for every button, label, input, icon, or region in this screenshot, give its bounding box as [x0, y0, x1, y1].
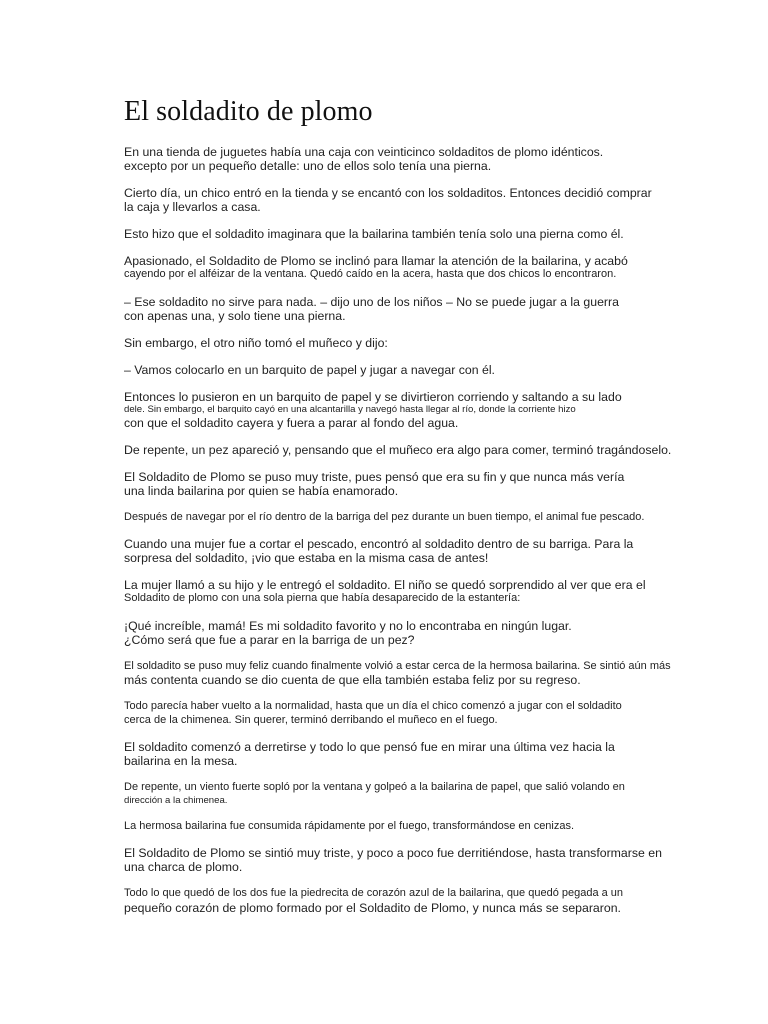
- paragraph: [124, 740, 724, 768]
- paragraph: [124, 254, 724, 282]
- paragraph-line: Apasionado, el Soldadito de Plomo se inclinó para llamar la atención de la bailarina, y acabó: [124, 254, 628, 268]
- paragraph-line: más contenta cuando se dio cuenta de que ella también estaba feliz por su regreso.: [124, 673, 581, 687]
- paragraph: [124, 390, 724, 430]
- paragraph-line: El Soldadito de Plomo se puso muy triste, pues pensó que era su fin y que nunca más vería: [124, 469, 625, 484]
- paragraph-line: Después de navegar por el río dentro de la barriga del pez durante un buen tiempo, el animal fue pescado.: [124, 510, 645, 523]
- paragraph-line: Soldadito de plomo con una sola pierna que había desaparecido de la estantería:: [124, 592, 521, 604]
- paragraph: [124, 227, 724, 241]
- paragraph: [124, 295, 724, 323]
- paragraph-line: De repente, un pez apareció y, pensando que el muñeco era algo para comer, terminó tragándoselo.: [124, 442, 672, 457]
- paragraph: [124, 887, 724, 915]
- paragraph-line: una linda bailarina por quien se había enamorado.: [124, 483, 399, 498]
- paragraph: [124, 537, 724, 565]
- paragraph-line: – Vamos colocarlo en un barquito de papel y jugar a navegar con él.: [124, 362, 495, 377]
- paragraph: [124, 700, 724, 727]
- paragraph-line: sorpresa del soldadito, ¡vio que estaba en la misma casa de antes!: [124, 551, 489, 565]
- paragraph: [124, 470, 724, 498]
- paragraph-line: excepto por un pequeño detalle: uno de ellos solo tenía una pierna.: [124, 159, 492, 173]
- paragraph: [124, 443, 724, 457]
- paragraph-line: El Soldadito de Plomo se sintió muy triste, y poco a poco fue derritiéndose, hasta transformarse en: [124, 846, 662, 860]
- paragraph-line: cerca de la chimenea. Sin querer, terminó derribando el muñeco en el fuego.: [124, 713, 498, 726]
- paragraph-line: De repente, un viento fuerte sopló por la ventana y golpeó a la bailarina de papel, que salió volando en: [124, 781, 625, 793]
- paragraph: [124, 820, 724, 834]
- paragraph-line: Cuando una mujer fue a cortar el pescado, encontró al soldadito dentro de su barriga. Para la: [124, 537, 634, 551]
- paragraph-line: cayendo por el alféizar de la ventana. Quedó caído en la acera, hasta que dos chicos lo encontraron.: [124, 268, 617, 280]
- paragraph: [124, 578, 724, 606]
- paragraph: [124, 336, 724, 350]
- paragraph-line: con que el soldadito cayera y fuera a parar al fondo del agua.: [124, 415, 459, 430]
- paragraph-line: Entonces lo pusieron en un barquito de papel y se divirtieron corriendo y saltando a su lado: [124, 389, 622, 404]
- document-body: [124, 94, 724, 928]
- paragraph-line: Sin embargo, el otro niño tomó el muñeco y dijo:: [124, 335, 388, 350]
- paragraph: [124, 145, 724, 173]
- paragraph-line: bailarina en la mesa.: [124, 754, 238, 768]
- paragraph-line: La hermosa bailarina fue consumida rápidamente por el fuego, transformándose en cenizas.: [124, 819, 575, 832]
- paragraph-line: La mujer llamó a su hijo y le entregó el soldadito. El niño se quedó sorprendido al ver que era el: [124, 578, 646, 592]
- paragraph: [124, 511, 724, 525]
- paragraph: [124, 186, 724, 214]
- paragraph-line: una charca de plomo.: [124, 860, 243, 874]
- paragraph-line: dele. Sin embargo, el barquito cayó en una alcantarilla y navegó hasta llegar al río, donde la corriente hizo: [124, 403, 576, 415]
- paragraph-line: pequeño corazón de plomo formado por el Soldadito de Plomo, y nunca más se separaron.: [124, 900, 621, 915]
- paragraph-line: ¡Qué increíble, mamá! Es mi soldadito favorito y no lo encontraba en ningún lugar.: [124, 618, 572, 633]
- paragraph-line: Cierto día, un chico entró en la tienda y se encantó con los soldaditos. Entonces decidió comprar: [124, 186, 652, 200]
- paragraph: [124, 660, 724, 688]
- paragraph-line: ¿Cómo será que fue a parar en la barriga de un pez?: [124, 632, 415, 647]
- document-title: El soldadito de plomo: [124, 96, 373, 127]
- paragraph: [124, 619, 724, 647]
- paragraph-line: la caja y llevarlos a casa.: [124, 200, 261, 214]
- paragraph-line: El soldadito comenzó a derretirse y todo lo que pensó fue en mirar una última vez hacia la: [124, 740, 615, 754]
- paragraph: [124, 363, 724, 377]
- paragraph: [124, 781, 724, 807]
- paragraph-line: dirección a la chimenea.: [124, 794, 228, 806]
- paragraph-line: Todo parecía haber vuelto a la normalidad, hasta que un día el chico comenzó a jugar con el soldadito: [124, 700, 622, 712]
- paragraph-line: Todo lo que quedó de los dos fue la piedrecita de corazón azul de la bailarina, que quedó pegada a un: [124, 887, 624, 899]
- paragraph-line: En una tienda de juguetes había una caja con veinticinco soldaditos de plomo idénticos.: [124, 145, 604, 159]
- paragraph-line: con apenas una, y solo tiene una pierna.: [124, 308, 346, 323]
- paragraph-line: El soldadito se puso muy feliz cuando finalmente volvió a estar cerca de la hermosa bailarina. Se sintió aún más: [124, 659, 671, 672]
- paragraph-list: [124, 145, 724, 915]
- paragraph-line: – Ese soldadito no sirve para nada. – dijo uno de los niños – No se puede jugar a la guerra: [124, 294, 619, 309]
- paragraph-line: Esto hizo que el soldadito imaginara que la bailarina también tenía solo una pierna como él.: [124, 227, 624, 241]
- paragraph: [124, 846, 724, 874]
